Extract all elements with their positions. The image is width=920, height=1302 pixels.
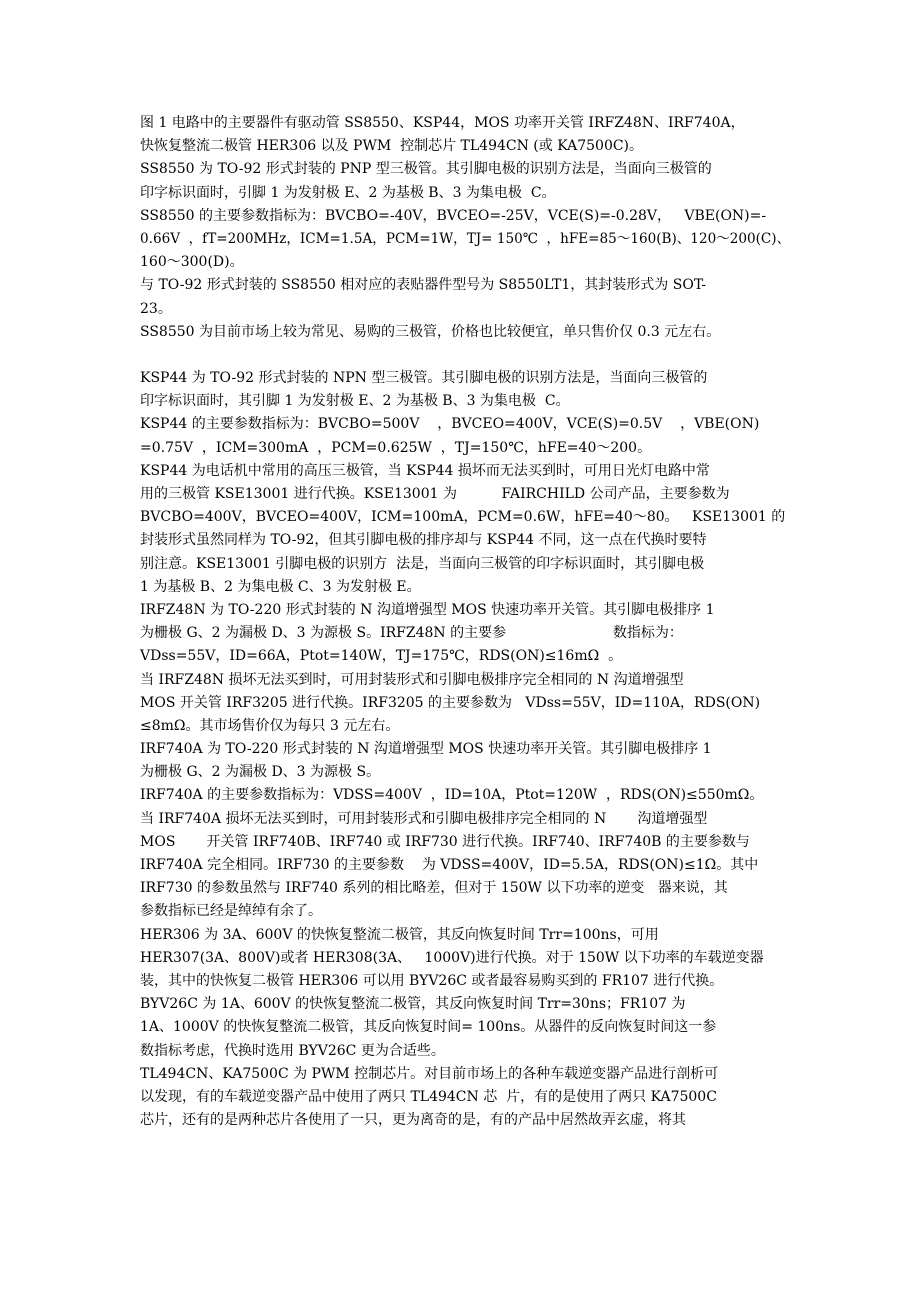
text-line: 当 IRFZ48N 损坏无法买到时，可用封装形式和引脚电极排序完全相同的 N 沟道增强型 [140,671,684,688]
text-line: IRFZ48N 为 TO-220 形式封装的 N 沟道增强型 MOS 快速功率开关管。其引脚电极排序 1 [140,601,715,618]
text-line: 参数指标已经是绰绰有余了。 [140,903,322,920]
text-line: KSP44 的主要参数指标为：BVCBO=500V ，BVCEO=400V，VCE(S)=0.5V ，VBE(ON) [140,416,760,433]
text-line: 与 TO-92 形式封装的 SS8550 相对应的表贴器件型号为 S8550LT1，其封装形式为 SOT- [140,277,707,294]
paragraph-gap [140,344,790,367]
text-line: SS8550 为 TO-92 形式封装的 PNP 型三极管。其引脚电极的识别方法是，当面向三极管的 [140,161,712,178]
text-line: VDss=55V，ID=66A，Ptot=140W，TJ=175℃，RDS(ON)≤16mΩ 。 [140,648,623,665]
text-line: HER306 为 3A、600V 的快恢复整流二极管，其反向恢复时间 Trr=100ns，可用 [140,926,659,943]
text-line: 为栅极 G、2 为漏极 D、3 为源极 S。 [140,764,381,781]
text-line: SS8550 的主要参数指标为：BVCBO=-40V，BVCEO=-25V，VCE(S)=-0.28V， VBE(ON)=- [140,207,767,224]
text-line: BYV26C 为 1A、600V 的快恢复整流二极管，其反向恢复时间 Trr=30ns；FR107 为 [140,996,686,1013]
text-line: 印字标识面时，引脚 1 为发射极 E、2 为基极 B、3 为集电极 C。 [140,184,556,201]
text-line: 0.66V ，fT=200MHz，ICM=1.5A，PCM=1W，TJ= 150℃ ，hFE=85～160(B)、120～200(C)、 [140,230,791,247]
text-line: IRF740A 完全相同。IRF730 的主要参数 为 VDSS=400V，ID=5.5A，RDS(ON)≤1Ω。其中 [140,857,759,873]
text-line: BVCBO=400V，BVCEO=400V，ICM=100mA，PCM=0.6W，hFE=40～80。 KSE13001 的 [140,509,786,526]
text-line: 为栅极 G、2 为漏极 D、3 为源极 S。IRFZ48N 的主要参 数指标为： [140,625,683,642]
text-line: IRF740A 的主要参数指标为：VDSS=400V ，ID=10A，Ptot=120W ，RDS(ON)≤550mΩ。 [140,787,764,804]
text-line: 用的三极管 KSE13001 进行代换。KSE13001 为 FAIRCHILD 公司产品，主要参数为 [140,486,730,502]
text-line: ≤8mΩ。其市场售价仅为每只 3 元左右。 [140,717,400,734]
text-line: 1A、1000V 的快恢复整流二极管，其反向恢复时间= 100ns。从器件的反向恢复时间这一参 [140,1019,717,1036]
text-line: TL494CN、KA7500C 为 PWM 控制芯片。对目前市场上的各种车载逆变器产品进行剖析可 [140,1065,719,1082]
text-line: KSP44 为 TO-92 形式封装的 NPN 型三极管。其引脚电极的识别方法是，当面向三极管的 [140,370,708,387]
text-line: MOS 开关管 IRF3205 进行代换。IRF3205 的主要参数为 VDss=55V，ID=110A，RDS(ON) [140,694,761,711]
text-line: MOS 开关管 IRF740B、IRF740 或 IRF730 进行代换。IRF740、IRF740B 的主要参数与 [140,833,750,850]
text-line: HER307(3A、800V)或者 HER308(3A、 1000V)进行代换。对于 150W 以下功率的车载逆变器 [140,949,764,966]
text-line: SS8550 为目前市场上较为常见、易购的三极管，价格也比较便宜，单只售价仅 0.3 元左右。 [140,323,721,340]
text-line: 以发现，有的车载逆变器产品中使用了两只 TL494CN 芯 片，有的是使用了两只 KA7500C [140,1088,717,1105]
text-line: =0.75V ，ICM=300mA ，PCM=0.625W ，TJ=150℃，hFE=40～200。 [140,439,652,456]
document-body [140,112,790,1132]
text-line: 快恢复整流二极管 HER306 以及 PWM 控制芯片 TL494CN (或 KA7500C)。 [140,138,644,155]
text-line: IRF740A 为 TO-220 形式封装的 N 沟道增强型 MOS 快速功率开关管。其引脚电极排序 1 [140,741,712,758]
text-line: 印字标识面时，其引脚 1 为发射极 E、2 为基极 B、3 为集电极 C。 [140,393,570,410]
text-line: 1 为基极 B、2 为集电极 C、3 为发射极 E。 [140,578,421,595]
text-line: KSP44 为电话机中常用的高压三极管，当 KSP44 损坏而无法买到时，可用日光灯电路中常 [140,462,710,479]
text-line: 当 IRF740A 损坏无法买到时，可用封装形式和引脚电极排序完全相同的 N 沟道增强型 [140,810,708,827]
text-line: 160～300(D)。 [140,254,244,271]
text-line: 23。 [140,300,172,317]
text-line: IRF730 的参数虽然与 IRF740 系列的相比略差，但对于 150W 以下功率的逆变 器来说，其 [140,880,728,897]
text-line: 别注意。KSE13001 引脚电极的识别方 法是，当面向三极管的印字标识面时，其引脚电极 [140,555,705,572]
text-line: 图 1 电路中的主要器件有驱动管 SS8550、KSP44，MOS 功率开关管 IRFZ48N、IRF740A， [140,115,745,131]
text-line: 芯片，还有的是两种芯片各使用了一只，更为离奇的是，有的产品中居然故弄玄虚，将其 [140,1112,686,1129]
text-line: 数指标考虑，代换时选用 BYV26C 更为合适些。 [140,1042,445,1059]
text-line: 封装形式虽然同样为 TO-92，但其引脚电极的排序却与 KSP44 不同，这一点在代换时要特 [140,532,707,549]
text-line: 装，其中的快恢复二极管 HER306 可以用 BYV26C 或者最容易购买到的 FR107 进行代换。 [140,972,724,989]
